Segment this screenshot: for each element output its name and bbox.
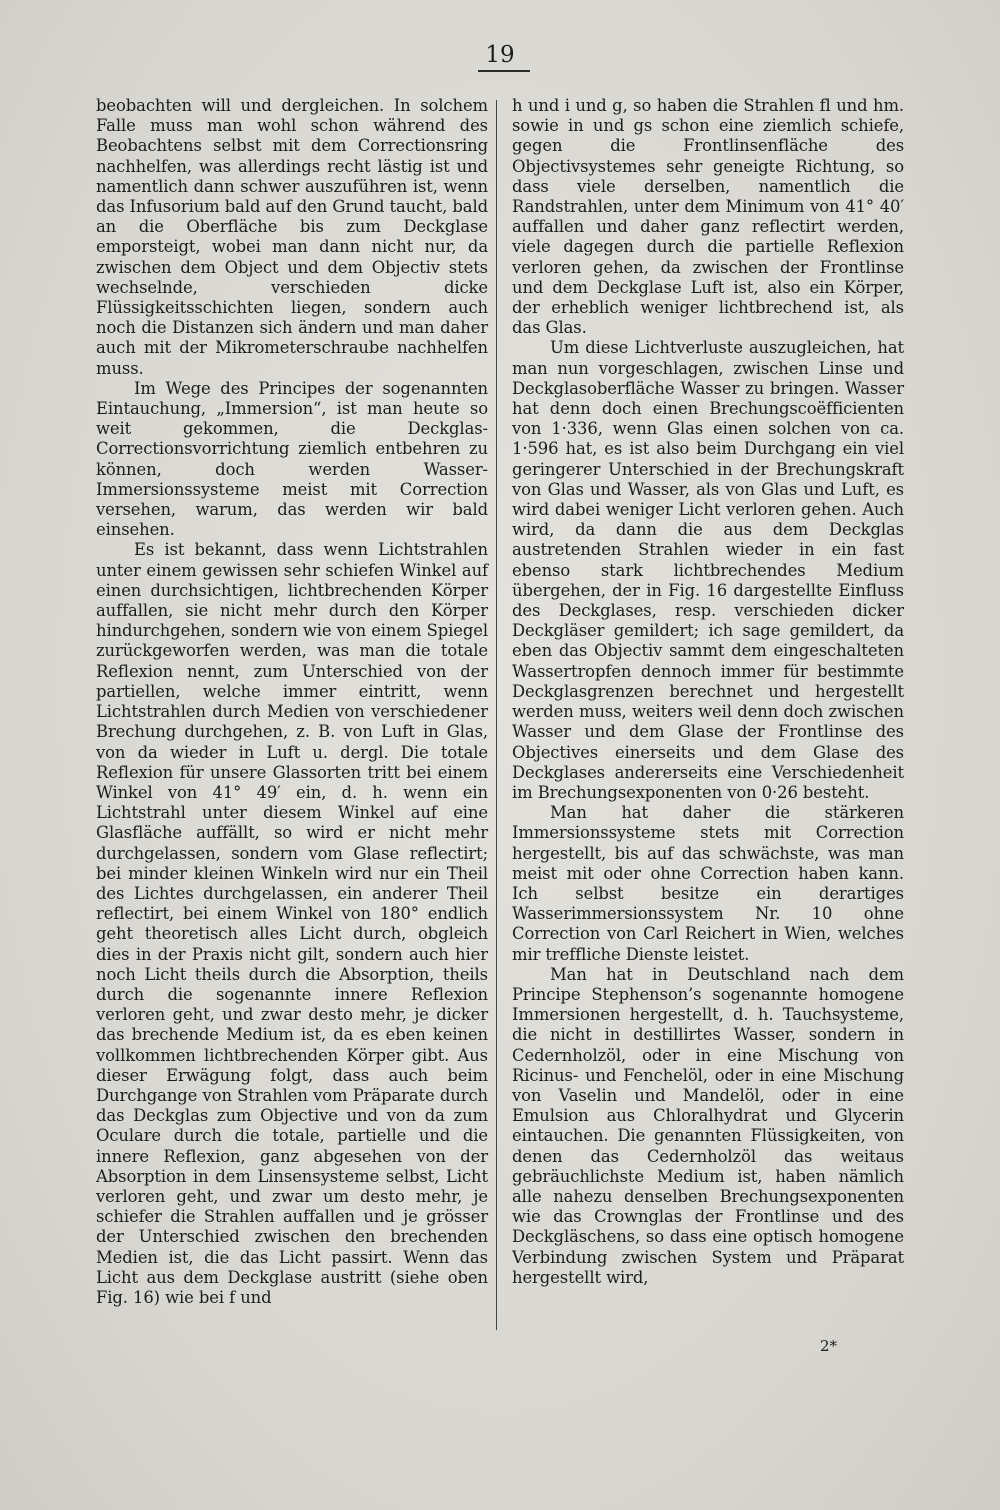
paragraph: beobachten will und dergleichen. In solchem Falle muss man wohl schon während des Beobachtens selbst mit dem Correctionsring nachhelfen, was allerdings recht lästig ist und namentlich dann schwer auszuführen ist, wenn das Infusorium bald auf den Grund taucht, bald an die Oberfläche bis zum Deckglase emporsteigt, wobei man dann nicht nur, da zwischen dem Object und dem Objectiv stets wechselnde, verschieden dicke Flüssigkeitsschichten liegen, sondern auch noch die Distanzen sich ändern und man daher auch mit der Mikrometerschraube nachhelfen muss. bbox=[96, 96, 488, 378]
paragraph: Man hat daher die stärkeren Immersionssysteme stets mit Correction hergestellt, bis auf das schwächste, was man meist mit oder ohne Correction haben kann. Ich selbst besitze ein derartiges Wasserimmersionssystem Nr. 10 ohne Correction von Carl Reichert in Wien, welches mir treffliche Dienste leistet. bbox=[512, 803, 904, 964]
paragraph: Im Wege des Principes der sogenannten Eintauchung, „Immersion“, ist man heute so weit gekommen, die Deckglas-Correctionsvorrichtung ziemlich entbehren zu können, doch werden Wasser-Immersionssysteme meist mit Correction versehen, warum, das werden wir bald einsehen. bbox=[96, 378, 488, 540]
paragraph: Um diese Lichtverluste auszugleichen, hat man nun vorgeschlagen, zwischen Linse und Deckglasoberfläche Wasser zu bringen. Wasser hat denn doch einen Brechungscoëfficienten von 1·336, wenn Glas einen solchen von ca. 1·596 hat, es ist also beim Durchgang ein viel geringerer Unterschied in der Brechungskraft von Glas und Wasser, als von Glas und Luft, es wird dabei weniger Licht verloren gehen. Auch wird, da dann die aus dem Deckglas austretenden Strahlen wieder in ein fast ebenso stark lichtbrechendes Medium übergehen, der in Fig. 16 dargestellte Einfluss des Deckglases, resp. verschieden dicker Deckgläser gemildert; ich sage gemildert, da eben das Objectiv sammt dem eingeschalteten Wassertropfen dennoch immer für bestimmte Deckglasgrenzen berechnet und hergestellt werden muss, weiters weil denn doch zwischen Wasser und dem Glase der Frontlinse des Objectives einerseits und dem Glase des Deckglases andererseits eine Verschiedenheit im Brechungsexponenten von 0·26 besteht. bbox=[512, 338, 904, 802]
signature-mark: 2* bbox=[820, 1337, 838, 1355]
paragraph: h und i und g, so haben die Strahlen fl und hm. sowie in und gs schon eine ziemlich schiefe, gegen die Frontlinsenfläche des Objectivsystemes sehr geneigte Richtung, so dass viele derselben, namentlich die Randstrahlen, unter dem Minimum von 41° 40′ auffallen und daher ganz reflectirt werden, viele dagegen durch die partielle Reflexion verloren gehen, da zwischen der Frontlinse und dem Deckglase Luft ist, also ein Körper, der erheblich weniger lichtbrechend ist, als das Glas. bbox=[512, 96, 904, 338]
paragraph: Es ist bekannt, dass wenn Lichtstrahlen unter einem gewissen sehr schiefen Winkel auf einen durchsichtigen, lichtbrechenden Körper auffallen, sie nicht mehr durch den Körper hindurchgehen, sondern wie von einem Spiegel zurückgeworfen werden, was man die totale Reflexion nennt, zum Unterschied von der partiellen, welche immer eintritt, wenn Lichtstrahlen durch Medien von verschiedener Brechung durchgehen, z. B. von Luft in Glas, von da wieder in Luft u. dergl. Die totale Reflexion für unsere Glassorten tritt bei einem Winkel von 41° 49′ ein, d. h. wenn ein Lichtstrahl unter diesem Winkel auf eine Glasfläche auffällt, so wird er nicht mehr durchgelassen, sondern vom Glase reflectirt; bei minder kleinen Winkeln wird nur ein Theil des Lichtes durchgelassen, ein anderer Theil reflectirt, bei einem Winkel von 180° endlich geht theoretisch alles Licht durch, obgleich dies in der Praxis nicht gilt, sondern auch hier noch Licht theils durch die Absorption, theils durch die sogenannte innere Reflexion verloren geht, und zwar desto mehr, je dicker das brechende Medium ist, da es eben keinen vollkommen lichtbrechenden Körper gibt. Aus dieser Erwägung folgt, dass auch beim Durchgange von Strahlen vom Präparate durch das Deckglas zum Objective und von da zum Oculare durch die totale, partielle und die innere Reflexion, ganz abgesehen von der Absorption in dem Linsensysteme selbst, Licht verloren geht, und zwar um desto mehr, je schiefer die Strahlen auffallen und je grösser der Unterschied zwischen den brechenden Medien ist, die das Licht passirt. Wenn das Licht aus dem Deckglase austritt (siehe oben Fig. 16) wie bei f und bbox=[96, 540, 488, 1307]
page-number-rule bbox=[478, 70, 530, 72]
left-column bbox=[96, 96, 488, 1308]
column-divider bbox=[496, 100, 497, 1330]
paragraph: Man hat in Deutschland nach dem Principe Stephenson’s sogenannte homogene Immersionen hergestellt, d. h. Tauchsysteme, die nicht in destillirtes Wasser, sondern in Cedernholzöl, oder in eine Mischung von Ricinus- und Fenchelöl, oder in eine Mischung von Vaselin und Mandelöl, oder in eine Emulsion aus Chloralhydrat und Glycerin eintauchen. Die genannten Flüssigkeiten, von denen das Cedernholzöl das weitaus gebräuchlichste Medium ist, haben nämlich alle nahezu denselben Brechungsexponenten wie das Crownglas der Frontlinse und des Deckgläschens, so dass eine optisch homogene Verbindung zwischen System und Präparat hergestellt wird, bbox=[512, 964, 904, 1287]
page-number: 19 bbox=[485, 42, 515, 68]
right-column bbox=[512, 96, 904, 1288]
